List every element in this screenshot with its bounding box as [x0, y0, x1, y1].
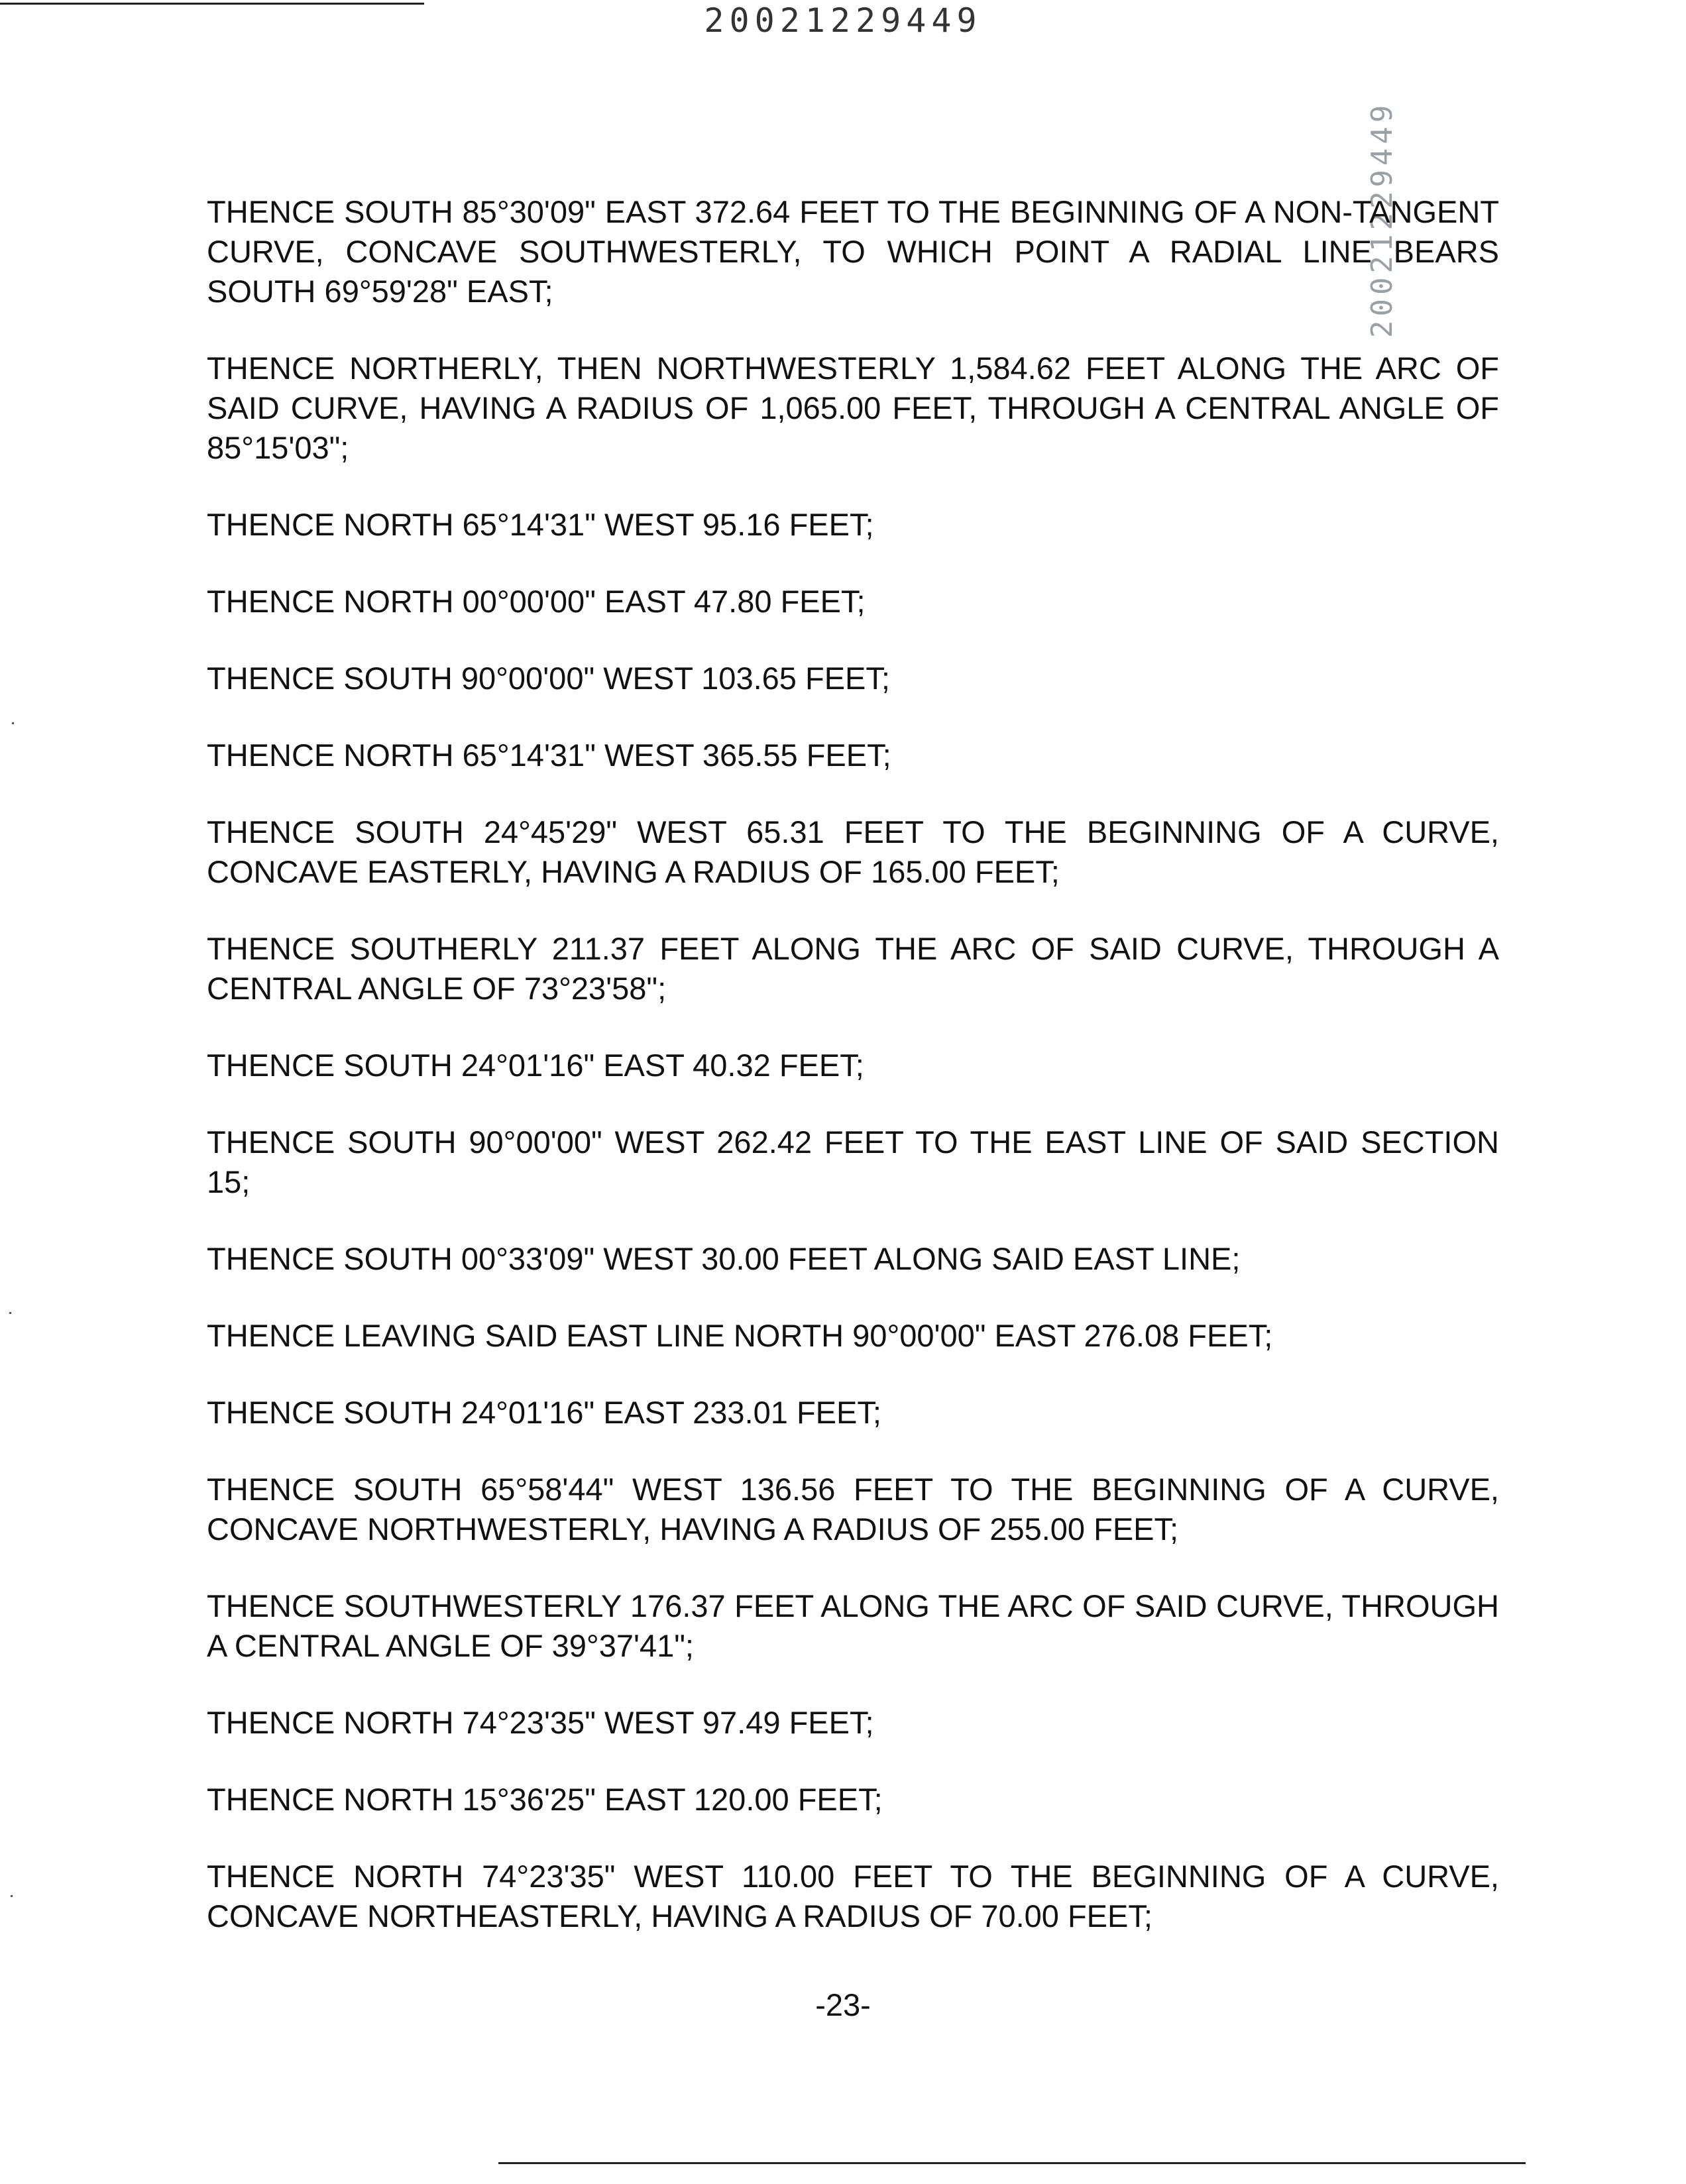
course-paragraph: THENCE SOUTH 90°00'00" WEST 262.42 FEET TO THE EAST LINE OF SAID SECTION 15;	[207, 1124, 1499, 1199]
course-paragraph: THENCE NORTHERLY, THEN NORTHWESTERLY 1,584.62 FEET ALONG THE ARC OF SAID CURVE, HAVING A RADIUS OF 1,065.00 FEET, THROUGH A CENTRAL ANGLE OF 85°15'03";	[207, 351, 1499, 465]
scan-speck	[12, 722, 14, 724]
scan-speck	[11, 1895, 13, 1897]
course-paragraph: THENCE NORTH 15°36'25" EAST 120.00 FEET;	[207, 1782, 883, 1817]
course-paragraph: THENCE SOUTH 85°30'09" EAST 372.64 FEET TO THE BEGINNING OF A NON-TANGENT CURVE, CONCAVE SOUTHWESTERLY, TO WHICH POINT A RADIAL LINE BEARS SOUTH 69°59'28" EAST;	[207, 194, 1499, 309]
course-paragraph: THENCE NORTH 74°23'35" WEST 97.49 FEET;	[207, 1705, 874, 1740]
course-paragraph: THENCE SOUTHWESTERLY 176.37 FEET ALONG THE ARC OF SAID CURVE, THROUGH A CENTRAL ANGLE OF 39°37'41";	[207, 1588, 1499, 1663]
legal-description-body	[207, 192, 1499, 1973]
course-paragraph: THENCE LEAVING SAID EAST LINE NORTH 90°00'00" EAST 276.08 FEET;	[207, 1318, 1273, 1353]
course-paragraph: THENCE SOUTH 90°00'00" WEST 103.65 FEET;	[207, 661, 890, 696]
bottom-scan-rule	[498, 2162, 1526, 2164]
scan-speck	[9, 1312, 11, 1314]
course-paragraph: THENCE SOUTHERLY 211.37 FEET ALONG THE ARC OF SAID CURVE, THROUGH A CENTRAL ANGLE OF 73°23'58";	[207, 931, 1499, 1006]
course-paragraph: THENCE SOUTH 24°01'16" EAST 233.01 FEET;	[207, 1395, 881, 1430]
margin-stamp: 20021229449	[1365, 101, 1399, 338]
course-paragraph: THENCE NORTH 65°14'31" WEST 95.16 FEET;	[207, 507, 874, 542]
course-paragraph: THENCE SOUTH 00°33'09" WEST 30.00 FEET ALONG SAID EAST LINE;	[207, 1241, 1241, 1276]
document-number: 20021229449	[704, 1, 982, 40]
course-paragraph: THENCE SOUTH 24°01'16" EAST 40.32 FEET;	[207, 1048, 864, 1083]
course-paragraph: THENCE NORTH 74°23'35" WEST 110.00 FEET TO THE BEGINNING OF A CURVE, CONCAVE NORTHEASTERLY, HAVING A RADIUS OF 70.00 FEET;	[207, 1859, 1499, 1934]
course-paragraph: THENCE NORTH 00°00'00" EAST 47.80 FEET;	[207, 584, 866, 619]
course-paragraph: THENCE NORTH 65°14'31" WEST 365.55 FEET;	[207, 737, 891, 773]
course-paragraph: THENCE SOUTH 65°58'44" WEST 136.56 FEET TO THE BEGINNING OF A CURVE, CONCAVE NORTHWESTERLY, HAVING A RADIUS OF 255.00 FEET;	[207, 1472, 1499, 1547]
page-number: -23-	[815, 1987, 871, 2022]
course-paragraph: THENCE SOUTH 24°45'29" WEST 65.31 FEET TO THE BEGINNING OF A CURVE, CONCAVE EASTERLY, HAVING A RADIUS OF 165.00 FEET;	[207, 814, 1499, 889]
